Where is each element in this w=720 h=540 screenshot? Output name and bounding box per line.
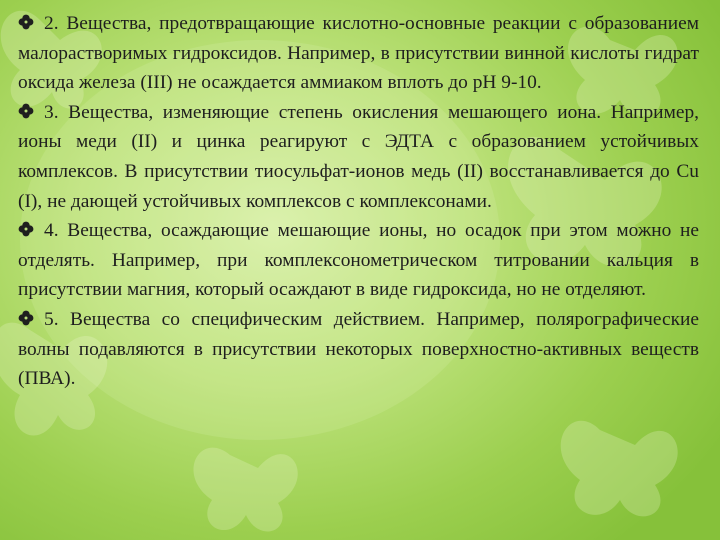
slide-content (18, 9, 699, 394)
paragraph-text: 2. Вещества, предотвращающие кислотно-основные реакции с образованием малорастворимых гидроксидов. Например, в присутствии винной кислоты гидрат оксида железа (III) не осаждается аммиаком вплоть до pH 9-10. (18, 13, 699, 94)
four-leaf-flower-icon (18, 103, 34, 119)
list-item (18, 305, 699, 394)
paragraph-text: 3. Вещества, изменяющие степень окисления мешающего иона. Например, ионы меди (II) и цинка реагируют с ЭДТА с образованием устойчивых комплексов. В присутствии тиосульфат-ионов медь (II) восстанавливается до Cu (I), не дающей устойчивых комплексов с комплексонами. (18, 101, 699, 212)
list-item (18, 98, 699, 216)
list-item (18, 9, 699, 98)
four-leaf-flower-icon (18, 14, 34, 30)
paragraph-text: 4. Вещества, осаждающие мешающие ионы, но осадок при этом можно не отделять. Например, при комплексонометрическом титровании кальция в присутствии магния, который осаждают в виде гидроксида, но не отделяют. (18, 220, 699, 301)
four-leaf-flower-icon (18, 221, 34, 237)
four-leaf-flower-icon (18, 310, 34, 326)
paragraph-text: 5. Вещества со специфическим действием. Например, полярографические волны подавляются в присутствии некоторых поверхностно-активных веществ (ПВА). (18, 308, 699, 390)
list-item (18, 216, 699, 305)
